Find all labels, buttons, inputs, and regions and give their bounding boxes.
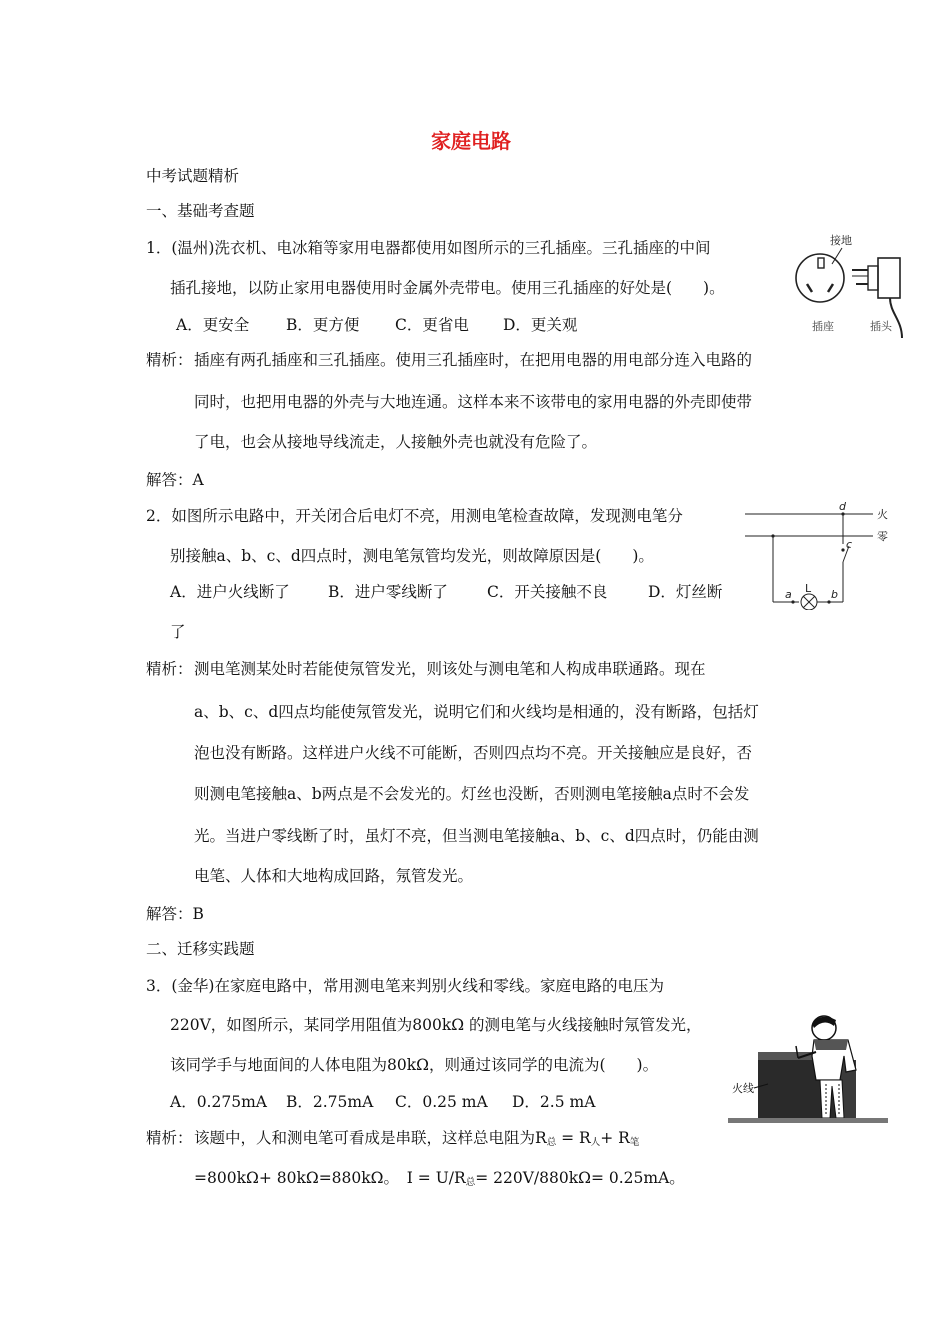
q2-analysis-label: 精析： bbox=[146, 660, 193, 678]
person-testing-figure bbox=[728, 1010, 888, 1125]
point-b-label: b bbox=[831, 588, 838, 601]
subscript-total: 总 bbox=[546, 1137, 557, 1148]
subscript-pen: 笔 bbox=[629, 1137, 640, 1148]
q3-analysis-label: 精析： bbox=[146, 1129, 193, 1147]
page-title: 家庭电路 bbox=[431, 129, 511, 153]
lamp-label: L bbox=[805, 582, 812, 595]
q1-analysis-line-1: 插座有两孔插座和三孔插座。使用三孔插座时，在把用电器的用电部分连入电路的 bbox=[194, 351, 753, 369]
q2-option-c: C．开关接触不良 bbox=[487, 583, 608, 601]
q3-analysis-text-3: = 220V/880kΩ= 0.25mA。 bbox=[475, 1169, 685, 1187]
q3-line-3: 该同学手与地面间的人体电阻为80kΩ，则通过该同学的电流为( )。 bbox=[170, 1056, 659, 1074]
socket-label: 插座 bbox=[812, 320, 834, 333]
q1-analysis-line-3: 了电，也会从接地导线流走，人接触外壳也就没有危险了。 bbox=[194, 433, 598, 451]
q2-option-d: D．灯丝断 bbox=[648, 583, 723, 601]
q3-line-1: 3．(金华)在家庭电路中，常用测电笔来判别火线和零线。家庭电路的电压为 bbox=[146, 977, 664, 995]
q2-analysis-line-1: 测电笔测某处时若能使氖管发光，则该处与测电笔和人构成串联通路。现在 bbox=[194, 660, 706, 678]
live-wire-label: 火 bbox=[877, 508, 888, 521]
q2-option-b: B．进户零线断了 bbox=[328, 583, 448, 601]
section-heading-2: 二、迁移实践题 bbox=[146, 940, 255, 958]
q1-option-d: D．更关观 bbox=[503, 316, 578, 334]
socket-plug-figure bbox=[790, 228, 910, 343]
point-d-label: d bbox=[839, 500, 846, 513]
q3-option-d: D．2.5 mA bbox=[512, 1093, 596, 1111]
point-c-label: c bbox=[846, 538, 853, 551]
q1-option-a: A．更安全 bbox=[176, 316, 250, 334]
q1-line-2: 插孔接地，以防止家用电器使用时金属外壳带电。使用三孔插座的好处是( )。 bbox=[170, 279, 725, 297]
q3-line-2: 220V，如图所示，某同学用阻值为800kΩ 的测电笔与火线接触时氖管发光， bbox=[170, 1016, 702, 1034]
q1-answer: 解答：A bbox=[146, 471, 204, 489]
live-wire-figure-label: 火线 bbox=[732, 1082, 754, 1095]
q2-analysis-line-6: 电笔、人体和大地构成回路，氖管发光。 bbox=[194, 867, 474, 885]
q2-option-d-cont: 了 bbox=[170, 623, 186, 641]
q3-analysis-line-2 bbox=[194, 1166, 685, 1188]
q3-option-c: C．0.25 mA bbox=[395, 1093, 488, 1111]
q1-analysis-line-2: 同时，也把用电器的外壳与大地连通。这样本来不该带电的家用电器的外壳即使带 bbox=[194, 393, 753, 411]
circuit-figure bbox=[745, 498, 895, 610]
q2-answer: 解答：B bbox=[146, 905, 204, 923]
q2-analysis-line-5: 光。当进户零线断了时，虽灯不亮，但当测电笔接触a、b、c、d四点时，仍能由测 bbox=[194, 827, 759, 845]
q2-line-2: 别接触a、b、c、d四点时，测电笔氖管均发光，则故障原因是( )。 bbox=[170, 547, 654, 565]
q3-analysis-text-1: 该题中，人和测电笔可看成是串联，这样总电阻为R bbox=[194, 1129, 547, 1147]
q2-analysis-line-2: a、b、c、d四点均能使氖管发光，说明它们和火线均是相通的，没有断路，包括灯 bbox=[194, 703, 759, 721]
section-heading-1: 一、基础考查题 bbox=[146, 202, 255, 220]
q3-analysis-text-2: =800kΩ+ 80kΩ=880kΩ。 I = U/R bbox=[194, 1169, 466, 1187]
q1-option-c: C．更省电 bbox=[395, 316, 469, 334]
q1-analysis-label: 精析： bbox=[146, 351, 193, 369]
point-a-label: a bbox=[785, 588, 792, 601]
q2-analysis-line-3: 泡也没有断路。这样进户火线不可能断，否则四点均不亮。开关接触应是良好，否 bbox=[194, 744, 753, 762]
q1-option-b: B．更方便 bbox=[286, 316, 360, 334]
subscript-person: 人 bbox=[590, 1137, 601, 1148]
neutral-wire-label: 零 bbox=[877, 530, 888, 543]
q1-line-1: 1．(温州)洗衣机、电冰箱等家用电器都使用如图所示的三孔插座。三孔插座的中间 bbox=[146, 239, 711, 257]
q2-line-1: 2．如图所示电路中，开关闭合后电灯不亮，用测电笔检查故障，发现测电笔分 bbox=[146, 507, 683, 525]
q3-eq-equals: = R bbox=[556, 1129, 591, 1147]
q2-option-a: A．进户火线断了 bbox=[170, 583, 290, 601]
q2-analysis-line-4: 则测电笔接触a、b两点是不会发光的。灯丝也没断，否则测电笔接触a点时不会发 bbox=[194, 785, 750, 803]
q3-eq-plus: + R bbox=[600, 1129, 630, 1147]
plug-label: 插头 bbox=[870, 320, 892, 333]
q3-option-a: A．0.275mA bbox=[170, 1093, 267, 1111]
subtitle: 中考试题精析 bbox=[146, 167, 240, 185]
q3-analysis-line-1 bbox=[194, 1126, 639, 1148]
ground-label: 接地 bbox=[830, 234, 852, 247]
q3-option-b: B．2.75mA bbox=[286, 1093, 374, 1111]
subscript-total-2: 总 bbox=[465, 1177, 476, 1188]
